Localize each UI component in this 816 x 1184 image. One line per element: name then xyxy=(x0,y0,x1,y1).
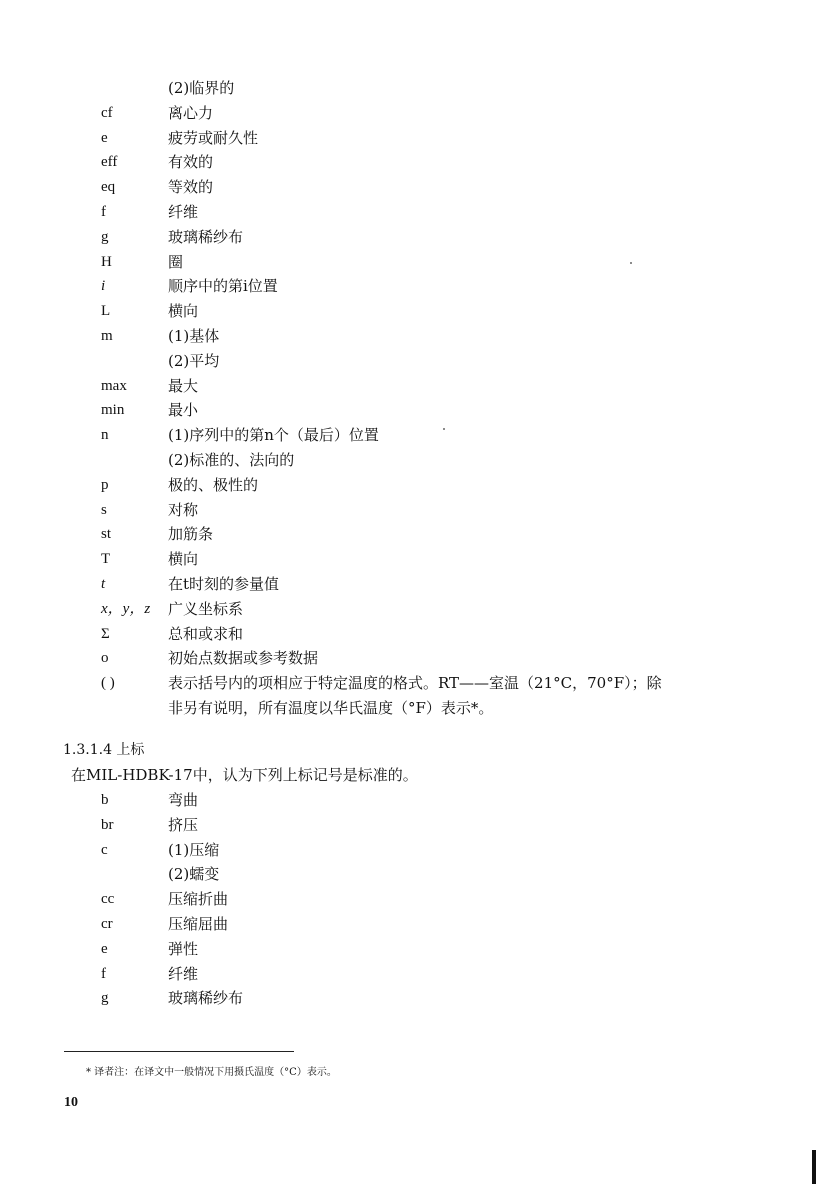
entry-definition: 玻璃稀纱布 xyxy=(168,989,244,1008)
scan-edge-mark xyxy=(812,1150,816,1184)
entry-symbol: ( ) xyxy=(101,675,115,692)
entry-symbol: p xyxy=(101,476,109,493)
entry-symbol: st xyxy=(101,526,112,543)
entry-symbol: br xyxy=(101,816,114,833)
entry-definition: 最大 xyxy=(168,376,199,395)
entry-definition: 初始点数据或参考数据 xyxy=(168,649,319,668)
section-intro: 在MIL-HDBK-17中，认为下列上标记号是标准的。 xyxy=(71,766,418,784)
entry-definition: 离心力 xyxy=(168,103,214,122)
entry-definition: 最小 xyxy=(168,401,199,420)
entry-symbol: cr xyxy=(101,916,113,932)
entry-definition: 横向 xyxy=(168,550,199,569)
entry-definition: 总和或求和 xyxy=(168,624,244,643)
entry-symbol: max xyxy=(101,377,127,394)
section-heading: 1.3.1.4 上标 xyxy=(63,742,145,758)
scan-speck xyxy=(443,428,445,430)
entry-definition: 圈 xyxy=(168,252,184,271)
entry-definition: 极的、极性的 xyxy=(168,475,259,494)
entry-symbol: T xyxy=(101,551,111,568)
entry-symbol: i xyxy=(101,278,106,295)
entry-symbol: H xyxy=(101,253,112,270)
entry-symbol: cc xyxy=(101,891,115,908)
entry-symbol: eq xyxy=(101,179,116,196)
entry-definition: 在t时刻的参量值 xyxy=(168,575,280,593)
entry-definition: 纤维 xyxy=(168,964,199,983)
entry-definition: 对称 xyxy=(168,500,199,519)
entry-symbol: x，y，z xyxy=(101,600,151,617)
entry-definition: (2)标准的、法向的 xyxy=(168,451,295,469)
footnote-rule xyxy=(64,1051,294,1052)
entry-definition: 纤维 xyxy=(168,203,199,221)
entry-definition: 压缩屈曲 xyxy=(168,915,229,933)
entry-symbol: m xyxy=(101,328,113,344)
entry-symbol: eff xyxy=(101,154,118,171)
entry-definition: 非另有说明，所有温度以华氏温度（°F）表示*。 xyxy=(168,699,494,717)
entry-symbol: L xyxy=(101,303,111,320)
entry-symbol: g xyxy=(101,228,109,245)
entry-symbol: e xyxy=(101,129,108,146)
entry-definition: (1)基体 xyxy=(168,327,220,345)
entry-definition: 挤压 xyxy=(168,815,199,834)
entry-symbol: o xyxy=(101,650,109,667)
entry-definition: 表示括号内的项相应于特定温度的格式。RT——室温（21°C，70°F）；除 xyxy=(168,674,662,693)
entry-definition: 有效的 xyxy=(168,153,214,172)
entry-symbol: cf xyxy=(101,104,113,121)
entry-definition: 加筋条 xyxy=(168,525,214,544)
entry-symbol: t xyxy=(101,576,106,592)
entry-symbol: min xyxy=(101,402,125,419)
footnote: * 译者注：在译文中一般情况下用摄氏温度（°C）表示。 xyxy=(86,1067,337,1078)
scan-speck xyxy=(630,262,632,264)
entry-definition: 弯曲 xyxy=(168,791,199,809)
entry-symbol: c xyxy=(101,841,108,858)
entry-definition: 等效的 xyxy=(168,178,214,197)
entry-definition: (1)压缩 xyxy=(168,840,220,859)
entry-definition: 压缩折曲 xyxy=(168,890,229,909)
entry-symbol: Σ xyxy=(101,625,110,642)
entry-definition: 弹性 xyxy=(168,939,199,958)
entry-symbol: f xyxy=(101,965,106,982)
entry-definition: 广义坐标系 xyxy=(168,599,244,618)
entry-definition: (2)平均 xyxy=(168,351,220,370)
entry-definition: 顺序中的第i位置 xyxy=(168,277,278,296)
entry-definition: (2)蠕变 xyxy=(168,865,220,884)
entry-definition: (2)临界的 xyxy=(168,79,235,97)
entry-symbol: s xyxy=(101,501,107,518)
entry-symbol: b xyxy=(101,792,109,808)
entry-symbol: n xyxy=(101,427,109,444)
entry-symbol: e xyxy=(101,940,108,957)
entry-symbol: g xyxy=(101,990,109,1007)
entry-definition: 疲劳或耐久性 xyxy=(168,128,259,147)
entry-definition: 玻璃稀纱布 xyxy=(168,227,244,246)
entry-definition: 横向 xyxy=(168,302,199,321)
page-number: 10 xyxy=(64,1095,78,1110)
entry-definition: (1)序列中的第n个（最后）位置 xyxy=(168,426,379,445)
entry-symbol: f xyxy=(101,204,106,220)
